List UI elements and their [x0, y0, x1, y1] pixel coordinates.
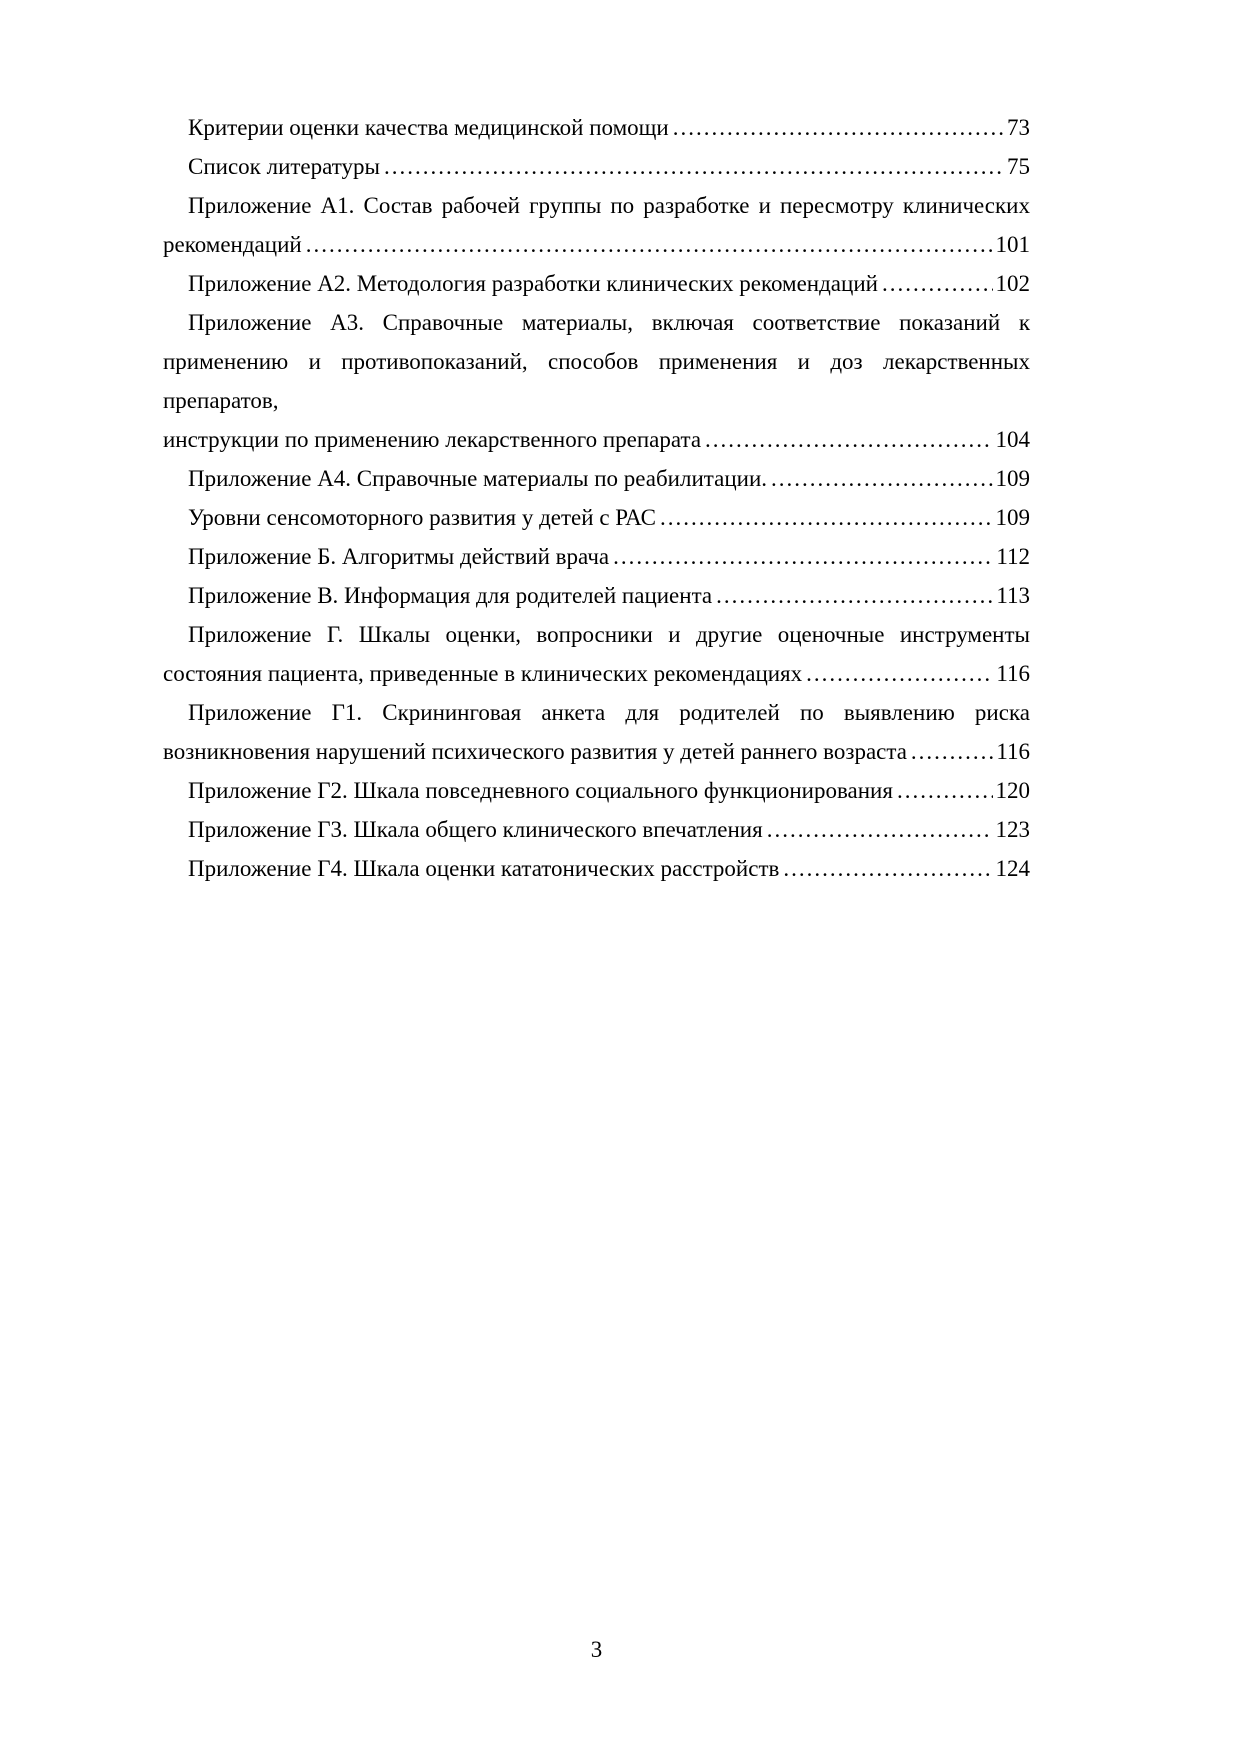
toc-entry-text-line: Приложение А3. Справочные материалы, включая соответствие показаний к: [188, 310, 1030, 335]
toc-entry-title: Приложение Г4. Шкала оценки кататонических расстройств: [188, 856, 780, 881]
toc-entry-page-number: 112: [996, 544, 1030, 569]
page-footer: [163, 1630, 1030, 1669]
toc-entry-page-number: 124: [995, 856, 1030, 881]
toc-entry-page-number: 116: [996, 739, 1030, 764]
toc-entry: [163, 537, 1030, 576]
dot-leader: [783, 849, 992, 888]
toc-entry-title: Приложение Г2. Шкала повседневного социального функционирования: [188, 778, 893, 803]
toc-entry-text-line: Приложение А1. Состав рабочей группы по разработке и пересмотру клинических: [188, 193, 1030, 218]
dot-leader: [673, 108, 1004, 147]
toc-entry-title: Приложение В. Информация для родителей пациента: [188, 583, 713, 608]
toc-entry: [163, 576, 1030, 615]
dot-leader: [660, 498, 993, 537]
toc-entry-last-line: [163, 225, 1030, 264]
dot-leader: [911, 732, 993, 771]
toc-entry-last-line: [163, 732, 1030, 771]
dot-leader: [806, 654, 993, 693]
toc-entry-last-line: [163, 108, 1030, 147]
toc-entry-last-line: [163, 147, 1030, 186]
dot-leader: [767, 810, 993, 849]
toc-entry-last-line: [163, 849, 1030, 888]
table-of-contents: [163, 108, 1030, 888]
page-number: 3: [590, 1637, 603, 1662]
toc-entry-last-line: [163, 810, 1030, 849]
toc-entry-title: Список литературы: [188, 154, 380, 179]
toc-entry-page-number: 109: [995, 505, 1030, 530]
toc-entry-title: Приложение А2. Методология разработки клинических рекомендаций: [188, 271, 878, 296]
toc-entry-title: Приложение А4. Справочные материалы по реабилитации.: [188, 466, 767, 491]
toc-entry: [163, 108, 1030, 147]
dot-leader: [771, 459, 993, 498]
toc-entry-last-line: [163, 654, 1030, 693]
toc-entry-title: состояния пациента, приведенные в клинических рекомендациях: [163, 661, 803, 686]
toc-entry-page-number: 102: [995, 271, 1030, 296]
toc-entry-page-number: 73: [1007, 115, 1030, 140]
toc-entry-last-line: [163, 771, 1030, 810]
toc-entry-page-number: 101: [995, 232, 1030, 257]
toc-entry-title: рекомендаций: [163, 232, 302, 257]
toc-entry: [163, 849, 1030, 888]
toc-entry-title: Критерии оценки качества медицинской помощи: [188, 115, 669, 140]
document-page: [163, 108, 1030, 888]
toc-entry-last-line: [163, 420, 1030, 459]
toc-entry-page-number: 109: [995, 466, 1030, 491]
toc-entry: [163, 615, 1030, 693]
dot-leader: [613, 537, 993, 576]
dot-leader: [897, 771, 993, 810]
toc-entry-page-number: 123: [995, 817, 1030, 842]
toc-entry-page-number: 75: [1007, 154, 1030, 179]
toc-entry: [163, 147, 1030, 186]
toc-entry-title: инструкции по применению лекарственного препарата: [163, 427, 702, 452]
toc-entry-page-number: 116: [996, 661, 1030, 686]
toc-entry-title: Приложение Б. Алгоритмы действий врача: [188, 544, 610, 569]
toc-entry-last-line: [163, 264, 1030, 303]
toc-entry: [163, 693, 1030, 771]
toc-entry: [163, 186, 1030, 264]
toc-entry-text-line: применению и противопоказаний, способов применения и доз лекарственных препаратов,: [163, 349, 1030, 413]
toc-entry-text-line: Приложение Г1. Скрининговая анкета для родителей по выявлению риска: [188, 700, 1030, 725]
toc-entry: [163, 498, 1030, 537]
toc-entry: [163, 771, 1030, 810]
dot-leader: [384, 147, 1004, 186]
toc-entry-page-number: 104: [995, 427, 1030, 452]
toc-entry-title: Приложение Г3. Шкала общего клинического впечатления: [188, 817, 763, 842]
toc-entry-last-line: [163, 498, 1030, 537]
dot-leader: [306, 225, 993, 264]
toc-entry: [163, 303, 1030, 459]
toc-entry-last-line: [163, 576, 1030, 615]
toc-entry: [163, 264, 1030, 303]
toc-entry-last-line: [163, 459, 1030, 498]
toc-entry-page-number: 113: [996, 583, 1030, 608]
dot-leader: [716, 576, 993, 615]
toc-entry-title: возникновения нарушений психического развития у детей раннего возраста: [163, 739, 907, 764]
toc-entry: [163, 810, 1030, 849]
toc-entry: [163, 459, 1030, 498]
toc-entry-last-line: [163, 537, 1030, 576]
toc-entry-text-line: Приложение Г. Шкалы оценки, вопросники и другие оценочные инструменты: [188, 622, 1030, 647]
toc-entry-title: Уровни сенсомоторного развития у детей с РАС: [188, 505, 656, 530]
dot-leader: [705, 420, 992, 459]
toc-entry-page-number: 120: [995, 778, 1030, 803]
dot-leader: [882, 264, 993, 303]
